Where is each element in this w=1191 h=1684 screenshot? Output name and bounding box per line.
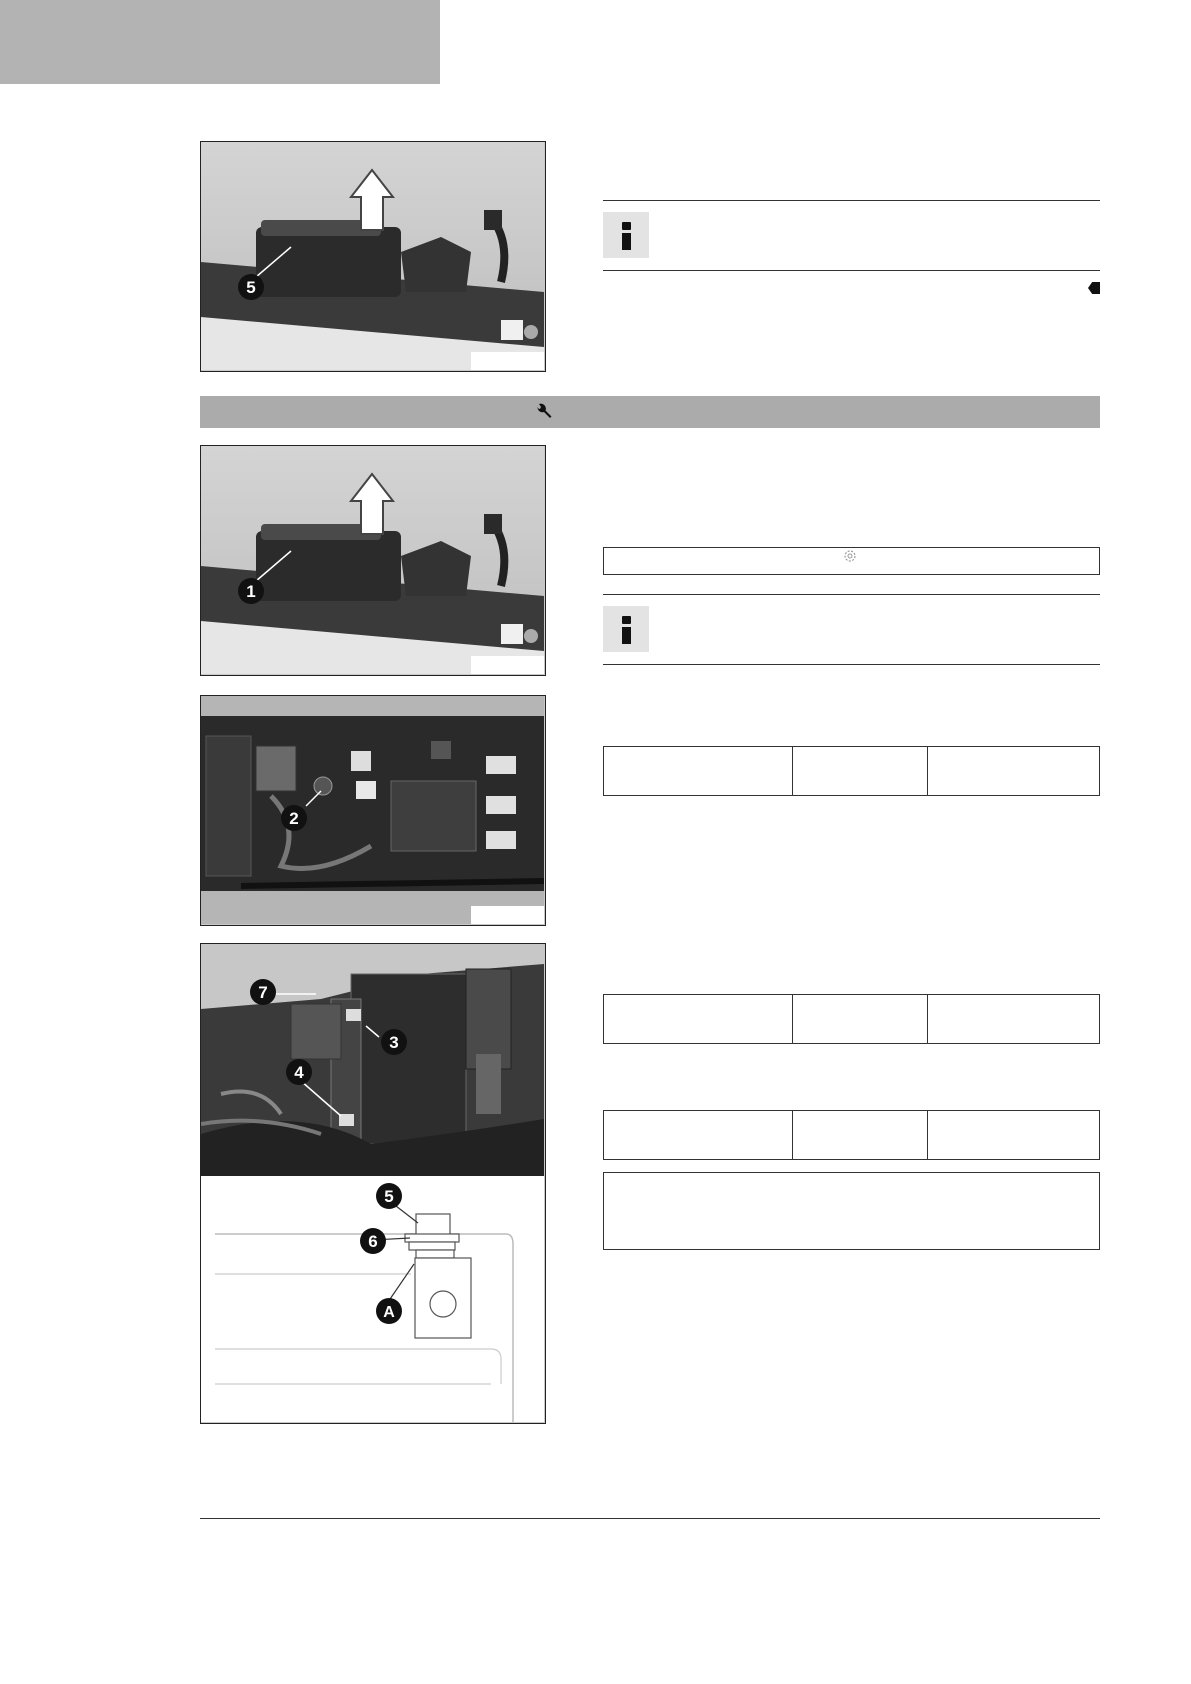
info-bottom-rule-2 [603,664,1100,665]
callout-3-label: 3 [389,1033,399,1052]
figure-4-photo [200,943,546,1424]
info-top-rule-1 [603,200,1100,201]
spec-cell [928,747,1100,796]
spec-table-2 [603,994,1100,1044]
info-top-rule-2 [603,594,1100,595]
info-icon-2 [603,606,649,652]
figure-2-photo [200,445,546,676]
spec-cell [604,1111,793,1160]
callout-4 [286,1059,312,1085]
tool-icon [843,549,857,563]
info-icon [603,212,649,258]
spec-cell [793,747,928,796]
callout-1-label: 1 [246,582,256,601]
spec-cell [604,747,793,796]
table-row [604,1111,1100,1160]
callout-6 [360,1228,386,1254]
callout-5-label: 5 [246,278,256,297]
callout-7-label: 7 [258,983,268,1002]
table-row [604,747,1100,796]
callout-6-label: 6 [368,1232,378,1251]
callout-1 [238,578,264,604]
chapter-header-tab [0,0,440,84]
callout-2-label: 2 [289,809,299,828]
callout-A-label: A [383,1304,395,1321]
info-bottom-rule-1 [603,270,1100,271]
callout-7 [250,979,276,1005]
spec-cell [928,995,1100,1044]
note-box [603,1172,1100,1250]
spec-cell [604,995,793,1044]
footer-rule [200,1518,1100,1519]
spec-table-1 [603,746,1100,796]
callout-5-detail [376,1183,402,1209]
figure-3-photo [200,695,546,926]
spec-cell [928,1111,1100,1160]
table-row [604,995,1100,1044]
callout-5 [238,274,264,300]
callout-5-detail-label: 5 [384,1187,394,1206]
callout-4-label: 4 [294,1063,304,1082]
spec-cell [793,995,928,1044]
spec-cell [793,1111,928,1160]
callout-2 [281,805,307,831]
spec-table-3 [603,1110,1100,1160]
end-marker-icon [1088,282,1100,294]
callout-3 [381,1029,407,1055]
wrench-icon [535,403,553,421]
callout-A [376,1298,402,1324]
figure-1-photo [200,141,546,372]
section-heading-bar [200,396,1100,428]
